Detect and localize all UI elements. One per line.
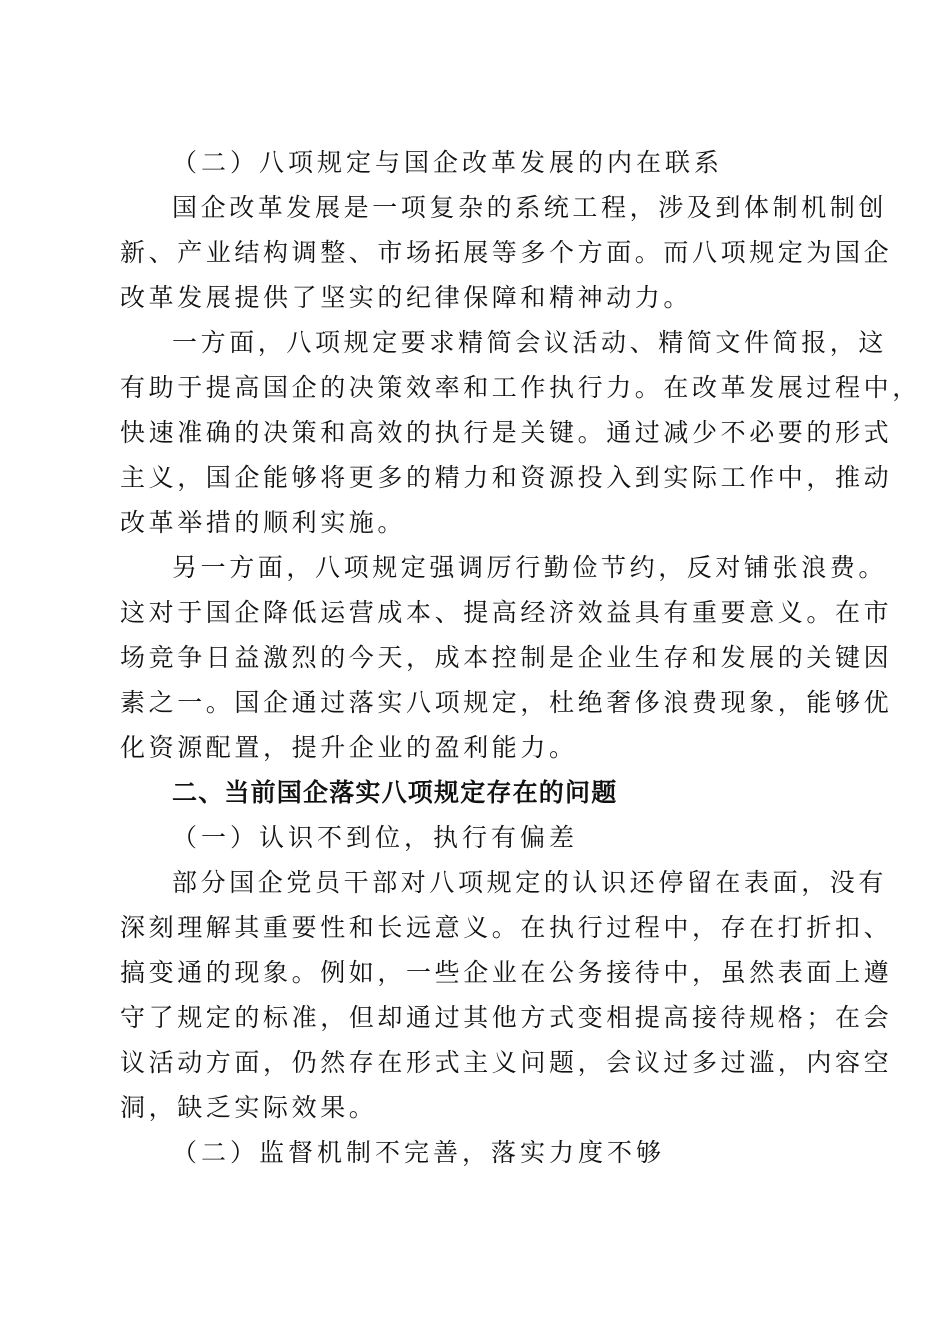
paragraph-other-aspect <box>120 545 893 770</box>
paragraph-line: 这对于国企降低运营成本、提高经济效益具有重要意义。在市 <box>120 598 893 627</box>
paragraph-line: 搞变通的现象。例如，一些企业在公务接待中，虽然表面上遵 <box>120 958 893 987</box>
paragraph-line: 改革举措的顺利实施。 <box>120 508 407 537</box>
paragraph-line: 主义，国企能够将更多的精力和资源投入到实际工作中，推动 <box>120 463 893 492</box>
main-heading: 二、当前国企落实八项规定存在的问题 <box>172 778 618 807</box>
paragraph-line: 场竞争日益激烈的今天，成本控制是企业生存和发展的关键因 <box>120 643 893 672</box>
section-sub-heading: （二）八项规定与国企改革发展的内在联系 <box>172 148 724 177</box>
paragraph-line: 深刻理解其重要性和长远意义。在执行过程中，存在打折扣、 <box>120 913 893 942</box>
paragraph-line: 洞，缺乏实际效果。 <box>120 1093 378 1122</box>
paragraph-one-aspect <box>120 320 921 545</box>
paragraph-line: 新、产业结构调整、市场拓展等多个方面。而八项规定为国企 <box>120 238 893 267</box>
paragraph-line: 有助于提高国企的决策效率和工作执行力。在改革发展过程中， <box>120 373 921 402</box>
document-body <box>120 140 921 1175</box>
paragraph-line: 国企改革发展是一项复杂的系统工程，涉及到体制机制创 <box>172 193 888 222</box>
paragraph-line: 议活动方面，仍然存在形式主义问题，会议过多过滥，内容空 <box>120 1048 893 1077</box>
paragraph-line: 快速准确的决策和高效的执行是关键。通过减少不必要的形式 <box>120 418 893 447</box>
paragraph-line: 另一方面，八项规定强调厉行勤俭节约，反对铺张浪费。 <box>172 553 888 582</box>
paragraph-reform-relation <box>120 185 893 320</box>
paragraph-line: 部分国企党员干部对八项规定的认识还停留在表面，没有 <box>172 868 888 897</box>
paragraph-line: 素之一。国企通过落实八项规定，杜绝奢侈浪费现象，能够优 <box>120 688 893 717</box>
paragraph-line: 守了规定的标准，但却通过其他方式变相提高接待规格；在会 <box>120 1003 893 1032</box>
paragraph-awareness-issue <box>120 860 893 1130</box>
sub-heading-awareness: （一）认识不到位，执行有偏差 <box>172 823 579 852</box>
paragraph-line: 改革发展提供了坚实的纪律保障和精神动力。 <box>120 283 693 312</box>
paragraph-line: 化资源配置，提升企业的盈利能力。 <box>120 733 578 762</box>
sub-heading-supervision: （二）监督机制不完善，落实力度不够 <box>172 1138 666 1167</box>
paragraph-line: 一方面，八项规定要求精简会议活动、精简文件简报，这 <box>172 328 888 357</box>
